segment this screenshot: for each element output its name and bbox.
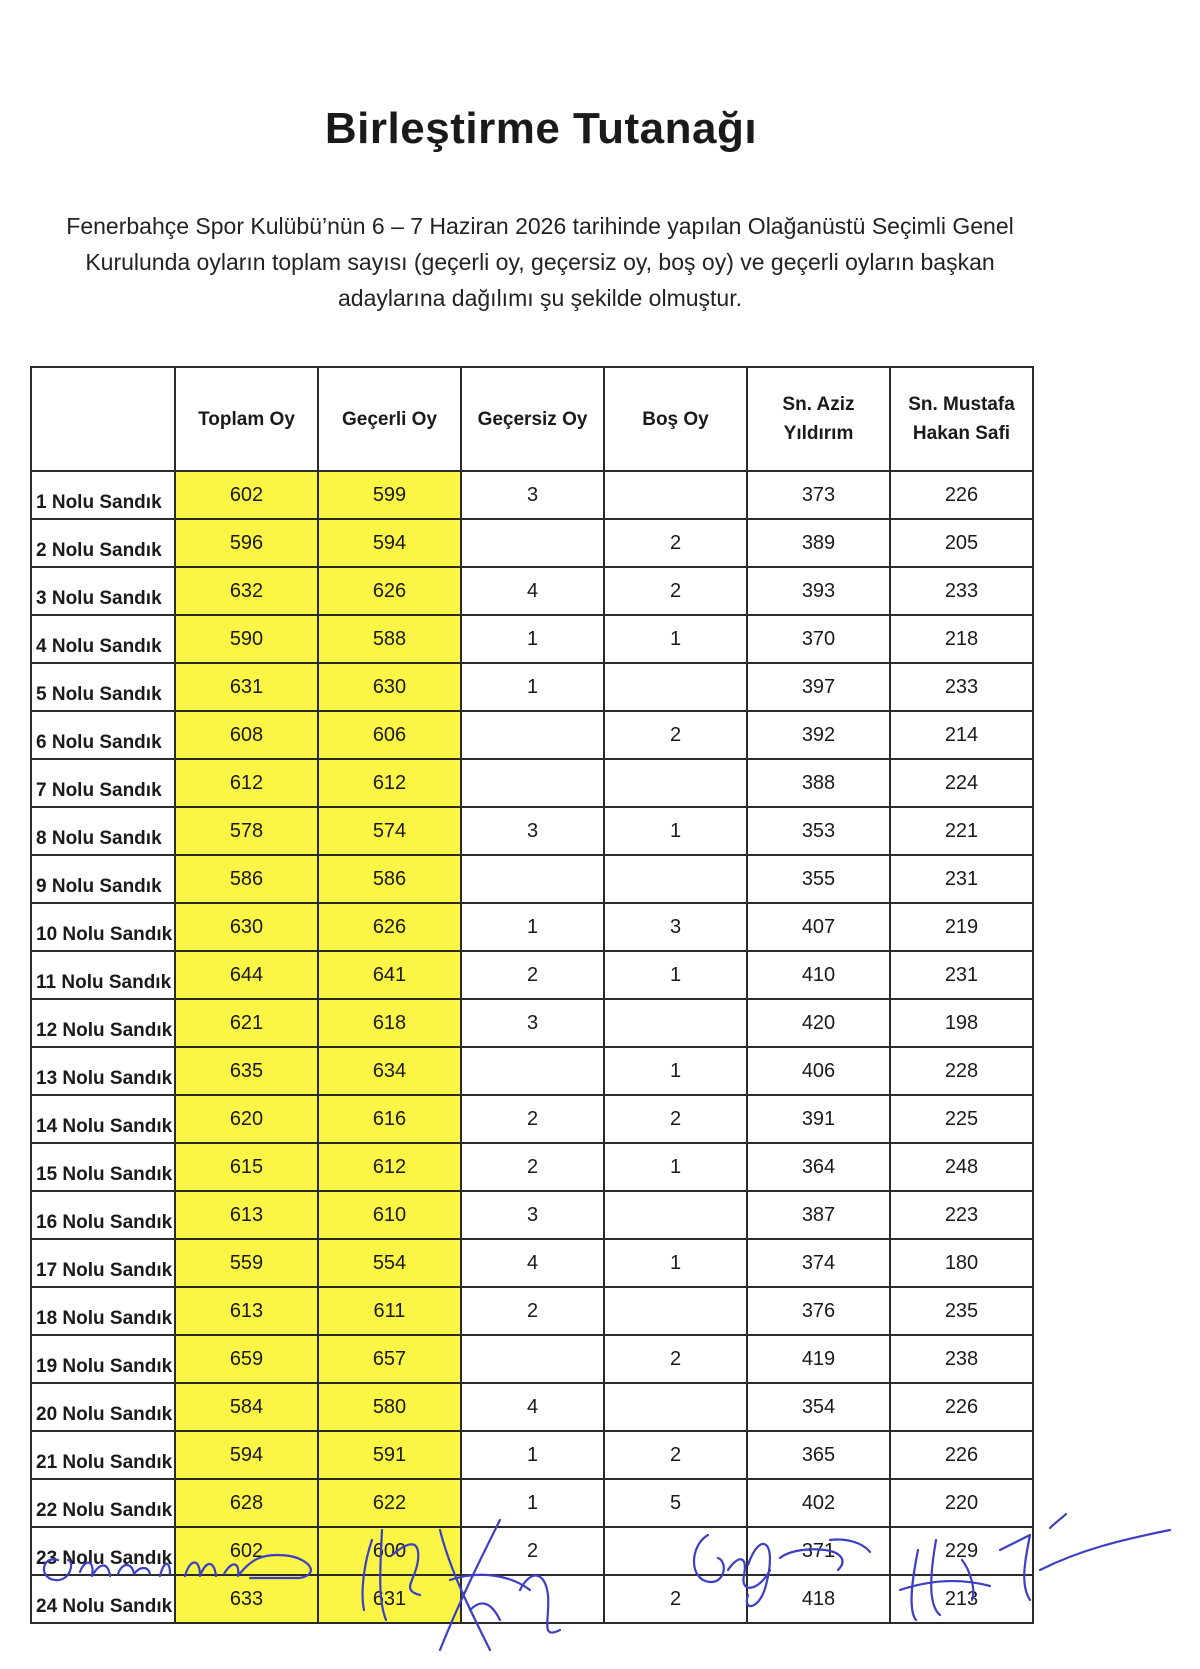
table-cell (604, 471, 747, 519)
table-row (31, 951, 1033, 999)
table-cell: 420 (747, 999, 890, 1047)
table-cell: 4 (461, 567, 604, 615)
row-label: 11 Nolu Sandık (31, 951, 175, 999)
table-cell (604, 759, 747, 807)
table-cell: 392 (747, 711, 890, 759)
row-label: 15 Nolu Sandık (31, 1143, 175, 1191)
table-cell: 586 (318, 855, 461, 903)
table-cell: 370 (747, 615, 890, 663)
table-cell: 407 (747, 903, 890, 951)
table-cell: 559 (175, 1239, 318, 1287)
table-cell: 610 (318, 1191, 461, 1239)
table-cell: 612 (175, 759, 318, 807)
row-label: 7 Nolu Sandık (31, 759, 175, 807)
table-cell: 630 (175, 903, 318, 951)
table-cell: 1 (461, 615, 604, 663)
table-cell: 594 (175, 1431, 318, 1479)
table-cell: 238 (890, 1335, 1033, 1383)
table-cell: 596 (175, 519, 318, 567)
table-cell (461, 759, 604, 807)
table-cell: 376 (747, 1287, 890, 1335)
table-cell: 1 (604, 1047, 747, 1095)
table-row (31, 1239, 1033, 1287)
table-cell: 220 (890, 1479, 1033, 1527)
table-cell: 228 (890, 1047, 1033, 1095)
table-cell (461, 855, 604, 903)
row-label: 2 Nolu Sandık (31, 519, 175, 567)
table-row (31, 855, 1033, 903)
table-cell: 419 (747, 1335, 890, 1383)
table-cell: 613 (175, 1191, 318, 1239)
row-label: 24 Nolu Sandık (31, 1575, 175, 1623)
table-cell: 2 (604, 1575, 747, 1623)
table-cell: 389 (747, 519, 890, 567)
column-header: Boş Oy (604, 367, 747, 471)
table-cell: 374 (747, 1239, 890, 1287)
row-label: 14 Nolu Sandık (31, 1095, 175, 1143)
table-cell (461, 1047, 604, 1095)
table-cell: 612 (318, 759, 461, 807)
table-cell (461, 711, 604, 759)
table-cell: 406 (747, 1047, 890, 1095)
table-cell: 554 (318, 1239, 461, 1287)
row-label: 19 Nolu Sandık (31, 1335, 175, 1383)
row-label: 21 Nolu Sandık (31, 1431, 175, 1479)
table-cell: 226 (890, 471, 1033, 519)
table-row (31, 999, 1033, 1047)
table-row (31, 663, 1033, 711)
table-cell: 578 (175, 807, 318, 855)
table-cell: 3 (604, 903, 747, 951)
table-cell: 387 (747, 1191, 890, 1239)
table-cell: 233 (890, 663, 1033, 711)
table-cell: 223 (890, 1191, 1033, 1239)
table-cell: 600 (318, 1527, 461, 1575)
table-cell: 388 (747, 759, 890, 807)
table-cell: 2 (604, 519, 747, 567)
table-cell: 198 (890, 999, 1033, 1047)
table-cell: 2 (604, 567, 747, 615)
table-cell: 1 (461, 663, 604, 711)
table-cell: 397 (747, 663, 890, 711)
table-cell: 2 (604, 1335, 747, 1383)
row-label: 5 Nolu Sandık (31, 663, 175, 711)
table-cell: 602 (175, 471, 318, 519)
table-cell: 180 (890, 1239, 1033, 1287)
table-cell: 364 (747, 1143, 890, 1191)
table-cell: 594 (318, 519, 461, 567)
table-cell: 632 (175, 567, 318, 615)
table-cell: 3 (461, 1191, 604, 1239)
table-cell: 613 (175, 1287, 318, 1335)
table-cell: 2 (461, 1095, 604, 1143)
table-cell: 224 (890, 759, 1033, 807)
table-cell: 231 (890, 855, 1033, 903)
table-header-row (31, 367, 1033, 471)
table-row (31, 1431, 1033, 1479)
row-label: 9 Nolu Sandık (31, 855, 175, 903)
table-cell: 410 (747, 951, 890, 999)
column-header: Sn. Aziz Yıldırım (747, 367, 890, 471)
table-cell: 1 (604, 615, 747, 663)
table-row (31, 1095, 1033, 1143)
table-cell: 2 (604, 1095, 747, 1143)
table-cell: 218 (890, 615, 1033, 663)
table-cell: 226 (890, 1383, 1033, 1431)
table-cell: 574 (318, 807, 461, 855)
table-row (31, 711, 1033, 759)
table-cell: 599 (318, 471, 461, 519)
table-row (31, 567, 1033, 615)
table-cell: 620 (175, 1095, 318, 1143)
table-cell: 226 (890, 1431, 1033, 1479)
table-cell: 616 (318, 1095, 461, 1143)
table-cell: 205 (890, 519, 1033, 567)
table-cell: 611 (318, 1287, 461, 1335)
signature-4 (900, 1514, 1170, 1620)
row-label: 22 Nolu Sandık (31, 1479, 175, 1527)
column-header: Toplam Oy (175, 367, 318, 471)
signature-1 (44, 1555, 311, 1580)
row-label: 16 Nolu Sandık (31, 1191, 175, 1239)
table-cell (604, 999, 747, 1047)
row-label: 20 Nolu Sandık (31, 1383, 175, 1431)
table-row (31, 903, 1033, 951)
table-cell (604, 1383, 747, 1431)
table-cell: 634 (318, 1047, 461, 1095)
table-cell: 354 (747, 1383, 890, 1431)
table-cell: 3 (461, 999, 604, 1047)
table-cell: 644 (175, 951, 318, 999)
table-cell: 248 (890, 1143, 1033, 1191)
table-cell: 2 (604, 711, 747, 759)
table-cell (604, 1287, 747, 1335)
table-cell: 3 (461, 807, 604, 855)
table-cell: 1 (461, 1431, 604, 1479)
row-label: 12 Nolu Sandık (31, 999, 175, 1047)
table-cell: 2 (461, 1527, 604, 1575)
table-cell: 225 (890, 1095, 1033, 1143)
table-cell: 628 (175, 1479, 318, 1527)
table-cell: 584 (175, 1383, 318, 1431)
signature-2 (363, 1520, 560, 1650)
table-cell: 235 (890, 1287, 1033, 1335)
table-cell (604, 1191, 747, 1239)
table-cell: 391 (747, 1095, 890, 1143)
header-corner-cell (31, 367, 175, 471)
table-cell (604, 663, 747, 711)
table-cell (461, 519, 604, 567)
signatures-area (0, 1500, 1200, 1669)
row-label: 4 Nolu Sandık (31, 615, 175, 663)
table-cell: 586 (175, 855, 318, 903)
document-title: Birleştirme Tutanağı (324, 104, 758, 153)
results-table (30, 366, 1034, 1624)
table-row (31, 1143, 1033, 1191)
table-cell: 3 (461, 471, 604, 519)
table-row (31, 615, 1033, 663)
table-cell: 626 (318, 903, 461, 951)
column-header: Sn. Mustafa Hakan Safi (890, 367, 1033, 471)
table-cell (604, 855, 747, 903)
table-cell: 231 (890, 951, 1033, 999)
table-cell: 641 (318, 951, 461, 999)
row-label: 10 Nolu Sandık (31, 903, 175, 951)
table-cell: 1 (604, 1143, 747, 1191)
table-cell: 229 (890, 1527, 1033, 1575)
table-cell: 221 (890, 807, 1033, 855)
table-cell: 1 (604, 807, 747, 855)
table-cell: 214 (890, 711, 1033, 759)
row-label: 3 Nolu Sandık (31, 567, 175, 615)
row-label: 8 Nolu Sandık (31, 807, 175, 855)
table-cell: 657 (318, 1335, 461, 1383)
column-header: Geçersiz Oy (461, 367, 604, 471)
table-cell: 1 (461, 903, 604, 951)
row-label: 13 Nolu Sandık (31, 1047, 175, 1095)
table-cell: 608 (175, 711, 318, 759)
table-row (31, 1191, 1033, 1239)
table-cell: 1 (604, 1239, 747, 1287)
table-cell: 213 (890, 1575, 1033, 1623)
table-cell: 2 (461, 951, 604, 999)
table-cell: 219 (890, 903, 1033, 951)
table-cell: 2 (604, 1431, 747, 1479)
table-cell: 631 (175, 663, 318, 711)
table-cell: 353 (747, 807, 890, 855)
row-label: 18 Nolu Sandık (31, 1287, 175, 1335)
table-cell: 635 (175, 1047, 318, 1095)
table-cell: 2 (461, 1143, 604, 1191)
table-cell: 233 (890, 567, 1033, 615)
table-cell: 622 (318, 1479, 461, 1527)
table-cell: 602 (175, 1527, 318, 1575)
table-cell: 631 (318, 1575, 461, 1623)
intro-paragraph: Fenerbahçe Spor Kulübü’nün 6 – 7 Haziran 2026 tarihinde yapılan Olağanüstü Seçimli Genel Kurulunda oyların toplam sayısı (geçerli oy, geçersiz oy, boş oy) ve geçerli oyların başkan adaylarına dağılımı şu şekilde olmuştur. (66, 213, 1014, 311)
table-cell: 4 (461, 1383, 604, 1431)
table-cell: 621 (175, 999, 318, 1047)
table-cell: 4 (461, 1239, 604, 1287)
row-label: 1 Nolu Sandık (31, 471, 175, 519)
table-cell: 402 (747, 1479, 890, 1527)
table-cell: 606 (318, 711, 461, 759)
table-row (31, 1047, 1033, 1095)
row-label: 17 Nolu Sandık (31, 1239, 175, 1287)
table-cell: 615 (175, 1143, 318, 1191)
table-cell: 580 (318, 1383, 461, 1431)
table-cell: 618 (318, 999, 461, 1047)
table-cell: 2 (461, 1287, 604, 1335)
table-row (31, 519, 1033, 567)
table-row (31, 807, 1033, 855)
table-cell (461, 1335, 604, 1383)
table-cell: 626 (318, 567, 461, 615)
table-cell: 371 (747, 1527, 890, 1575)
table-cell: 355 (747, 855, 890, 903)
table-cell: 590 (175, 615, 318, 663)
table-cell: 588 (318, 615, 461, 663)
row-label: 23 Nolu Sandık (31, 1527, 175, 1575)
table-row (31, 1383, 1033, 1431)
table-row (31, 1335, 1033, 1383)
signature-3 (694, 1535, 870, 1606)
table-row (31, 1287, 1033, 1335)
table-cell: 591 (318, 1431, 461, 1479)
table-cell: 659 (175, 1335, 318, 1383)
table-body (31, 471, 1033, 1623)
table-cell: 373 (747, 471, 890, 519)
table-cell: 5 (604, 1479, 747, 1527)
table-row (31, 471, 1033, 519)
table-cell: 1 (604, 951, 747, 999)
table-cell: 612 (318, 1143, 461, 1191)
row-label: 6 Nolu Sandık (31, 711, 175, 759)
table-row (31, 759, 1033, 807)
table-cell: 1 (461, 1479, 604, 1527)
table-cell: 418 (747, 1575, 890, 1623)
table-cell: 365 (747, 1431, 890, 1479)
column-header: Geçerli Oy (318, 367, 461, 471)
table-cell: 630 (318, 663, 461, 711)
table-cell: 393 (747, 567, 890, 615)
table-cell: 633 (175, 1575, 318, 1623)
